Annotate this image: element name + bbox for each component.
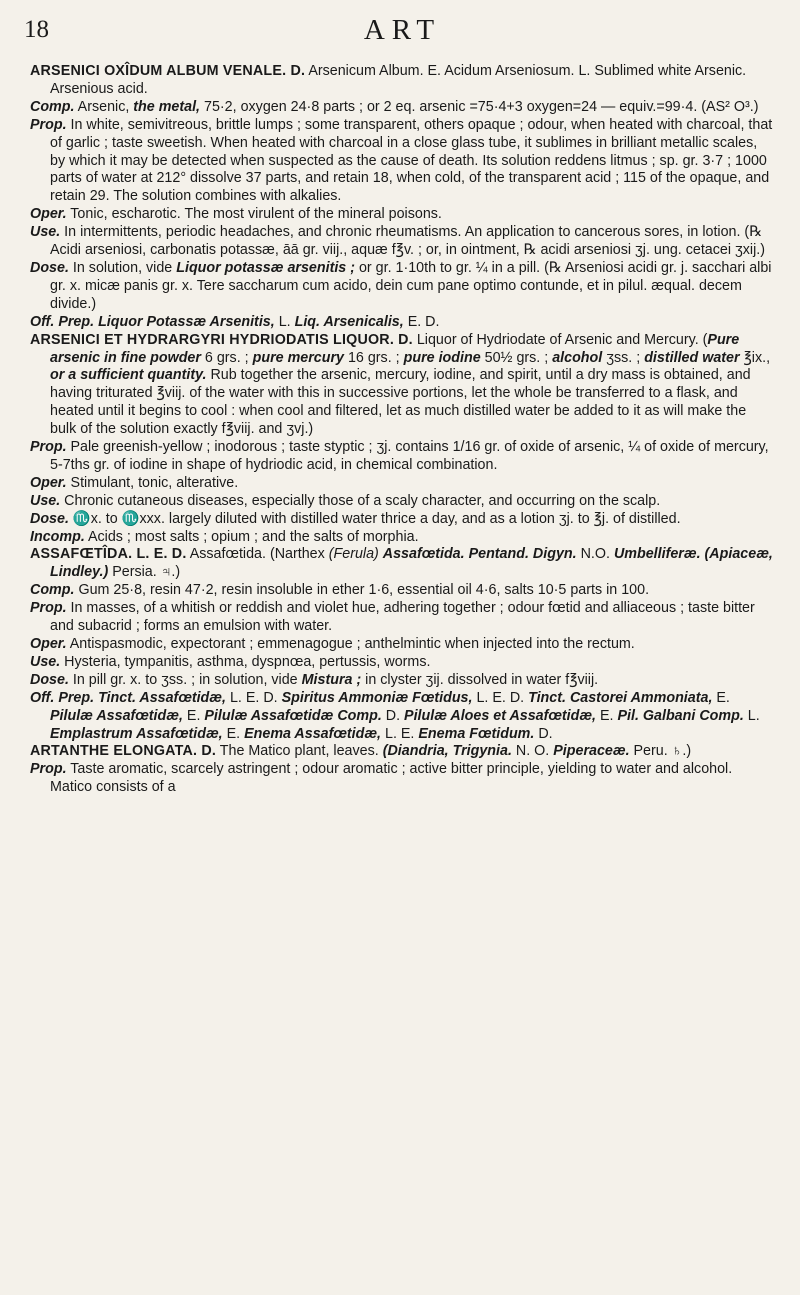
text-run: In intermittents, periodic headaches, and chronic rheumatisms. An application to cancerous sores, in lotion. (℞ Acidi arseniosi, carbonatis potassæ, āā gr. viij., aquæ f℥v. ; or, in ointment, ℞ acidi arseniosi ʒj. ung. cetacei ʒxij.) (50, 224, 766, 259)
text-run: Umbelliferæ. (613, 546, 701, 563)
section-label: Oper. (30, 474, 67, 491)
section-label: Comp. (30, 582, 75, 599)
text-run: Hysteria, tympanitis, asthma, dyspnœa, pertussis, worms. (60, 653, 431, 670)
text-run: N. O. (511, 743, 554, 760)
text-run: Assafœtida. (Narthex (186, 546, 329, 563)
headword: ARSENICI ET HYDRARGYRI HYDRIODATIS LIQUOR. D. (30, 331, 413, 348)
text-run: L. E. D. (472, 689, 529, 706)
dictionary-entry (30, 546, 775, 743)
entry-paragraph (30, 224, 775, 260)
section-label: Use. (30, 653, 61, 670)
text-run: ʒss. ; (602, 349, 645, 366)
text-run: Taste aromatic, scarcely astringent ; odour aromatic ; active bitter principle, yielding to water and alcohol. Matico consists of a (50, 761, 733, 796)
section-label: Incomp. (30, 528, 85, 545)
page-title: ART (363, 14, 442, 46)
text-run: ♏x. to ♏xxx. largely diluted with distilled water thrice a day, and as a lotion ʒj. to ℥j. of distilled. (68, 510, 681, 527)
text-run: L. (274, 313, 295, 330)
entry-heading-paragraph (30, 546, 775, 582)
section-label: Prop. (30, 116, 67, 133)
entry-paragraph (30, 761, 775, 797)
section-label: Comp. (30, 98, 75, 115)
text-run: E. (712, 689, 730, 706)
entry-paragraph (30, 439, 775, 475)
section-label: Use. (30, 224, 61, 241)
dictionary-entry (30, 332, 775, 547)
entry-paragraph (30, 690, 775, 744)
section-label: Dose. (30, 510, 69, 527)
text-run: Piperaceæ. (553, 743, 630, 760)
text-run: E. D. (403, 313, 440, 330)
entry-heading-paragraph (30, 332, 775, 439)
dictionary-entry (30, 743, 775, 797)
text-run: 16 grs. ; (344, 349, 404, 366)
text-run: pure mercury (252, 349, 344, 366)
text-run: 75·2, oxygen 24·8 parts ; or 2 eq. arsenic =75·4+3 oxygen=24 — equiv.=99·4. (AS² O³.) (200, 98, 759, 115)
text-run: Emplastrum Assafœtidæ, (50, 725, 223, 742)
entry-paragraph (30, 475, 775, 493)
text-run: In solution, vide (68, 259, 177, 276)
section-label: Dose. (30, 259, 69, 276)
text-run: Pale greenish-yellow ; inodorous ; taste styptic ; ʒj. contains 1/16 gr. of oxide of arsenic, ¼ of oxide of mercury, 5-7ths gr. of iodine in shape of hydriodic acid, in chemical combination. (50, 439, 769, 473)
section-label: Off. Prep. (30, 313, 95, 330)
text-run: distilled water (644, 349, 740, 366)
running-header (20, 0, 785, 56)
entry-heading-paragraph (30, 743, 775, 761)
text-run: Mistura ; (301, 671, 362, 688)
text-run: Tinct. Castorei Ammoniata, (528, 689, 713, 706)
entry-paragraph (30, 493, 775, 511)
book-page (20, 0, 785, 1295)
entry-paragraph (30, 206, 775, 224)
text-run: Spiritus Ammoniæ Fœtidus, (281, 689, 473, 706)
entry-paragraph (30, 582, 775, 600)
entry-paragraph (30, 511, 775, 529)
entry-paragraph (30, 600, 775, 636)
text-run: ℥ix., (739, 349, 771, 366)
text-run: Pil. Galbani Comp. (617, 707, 744, 724)
text-run: the metal, (133, 98, 201, 115)
text-run: (Diandria, Trigynia. (382, 743, 512, 760)
text-run: D. (534, 725, 553, 742)
text-run: E. (222, 725, 245, 742)
text-run: E. (596, 707, 618, 724)
section-label: Prop. (30, 600, 67, 617)
entry-paragraph (30, 529, 775, 547)
text-run: Liquor Potassæ Arsenitis, (98, 313, 275, 330)
text-run: Liquor of Hydriodate of Arsenic and Mercury. ( (412, 331, 708, 348)
text-run: Enema Fœtidum. (418, 725, 535, 742)
section-label: Prop. (30, 439, 67, 456)
text-run: 50½ grs. ; (480, 349, 553, 366)
text-run: or gr. 1·10th to gr. ¼ in a pill. (℞ Arseniosi acidi gr. j. sacchari albi gr. x. micæ panis gr. x. Tere saccharum cum acido, dein cum pane optimo contunde, et in pilul. æqual. decem divide.) (50, 259, 772, 312)
text-run: In pill gr. x. to ʒss. ; in solution, vide (68, 671, 302, 688)
text-run: L. E. D. (225, 689, 282, 706)
entry-paragraph (30, 99, 775, 117)
text-run: Arsenicum Album. E. Acidum Arseniosum. L. Sublimed white Arsenic. Arsenious acid. (50, 63, 747, 97)
text-run: alcohol (552, 349, 603, 366)
text-run: 6 grs. ; (200, 349, 253, 366)
headword: ASSAFŒTÎDA. L. E. D. (30, 546, 187, 563)
section-label: Prop. (30, 761, 67, 778)
text-run: Arsenic, (74, 98, 134, 115)
text-run: Acids ; most salts ; opium ; and the salts of morphia. (84, 528, 419, 545)
text-run: Peru. ♄.) (629, 743, 692, 760)
text-run: In white, semivitreous, brittle lumps ; some transparent, others opaque ; odour, when heated with charcoal, that of garlic ; taste sweetish. When heated with charcoal in a close glass tube, it sublimes in brilliant metallic scales, by which it may be detected when suspected as the cause of death. Its solution reddens litmus ; sp. gr. 3·7 ; 1000 parts of water at 212° dissolve 37 parts, and retain 18, when cold, of the transparent acid ; 115 of the opaque, and retain 29. The solution combines with alkalies. (50, 116, 773, 205)
text-run: Pilulæ Assafœtidæ Comp. (204, 707, 382, 724)
section-label: Use. (30, 492, 61, 509)
text-run: Assafœtida. Pentand. Digyn. (382, 546, 577, 563)
text-run: L. E. (381, 725, 419, 742)
text-run: N.O. (576, 546, 614, 563)
section-label: Dose. (30, 671, 69, 688)
entry-paragraph (30, 314, 775, 332)
text-run: Stimulant, tonic, alterative. (66, 474, 239, 491)
headword: ARTANTHE ELONGATA. D. (30, 743, 217, 760)
entry-heading-paragraph (30, 63, 775, 99)
text-run: (Apiaceæ, Lindley.) (50, 546, 773, 581)
entry-paragraph (30, 654, 775, 672)
section-label: Off. Prep. (30, 689, 95, 706)
text-run: D. (381, 707, 405, 724)
text-run: pure iodine (403, 349, 481, 366)
entry-paragraph (30, 260, 775, 314)
text-run: Persia. ♃.) (108, 564, 181, 581)
text-run: Enema Assafœtidæ, (244, 725, 382, 742)
text-run: Tonic, escharotic. The most virulent of the mineral poisons. (66, 206, 442, 223)
text-run: (Ferula) (328, 546, 379, 563)
text-run: E. (182, 707, 205, 724)
dictionary-body (30, 63, 775, 797)
entry-paragraph (30, 672, 775, 690)
text-run: Antispasmodic, expectorant ; emmenagogue ; anthelmintic when injected into the rectum. (66, 636, 635, 652)
text-run: Pilulæ Aloes et Assafœtidæ, (404, 707, 597, 724)
text-run: in clyster ʒij. dissolved in water f℥viij. (361, 671, 599, 688)
text-run: Liq. Arsenicalis, (294, 313, 404, 330)
text-run: Chronic cutaneous diseases, especially those of a scaly character, and occurring on the scalp. (60, 492, 661, 509)
text-run: Gum 25·8, resin 47·2, resin insoluble in ether 1·6, essential oil 4·6, salts 10·5 parts in 100. (74, 582, 650, 599)
headword: ARSENICI OXÎDUM ALBUM VENALE. D. (30, 63, 306, 79)
page-number: 18 (24, 16, 49, 43)
section-label: Oper. (30, 636, 67, 652)
text-run: Pilulæ Assafœtidæ, (50, 707, 183, 724)
section-label: Oper. (30, 206, 67, 223)
text-run: Liquor potassæ arsenitis ; (176, 259, 355, 276)
text-run: or a sufficient quantity. (50, 367, 207, 384)
entry-paragraph (30, 117, 775, 207)
text-run: L. (743, 707, 760, 724)
text-run: Pure arsenic in fine powder (50, 331, 740, 366)
entry-paragraph (30, 636, 775, 654)
dictionary-entry (30, 63, 775, 332)
text-run: The Matico plant, leaves. (216, 743, 383, 760)
text-run: Rub together the arsenic, mercury, iodine, and spirit, until a dry mass is obtained, and having triturated ℥viij. of the water with this in successive portions, let the whole be transferred to a flask, and heated until it begins to cool : when cool and filtered, let as much distilled water be added to it as will make the bulk of the solution exactly f℥viij. and ʒvj.) (50, 367, 751, 438)
text-run: In masses, of a whitish or reddish and violet hue, adhering together ; odour fœtid and alliaceous ; taste bitter and subacrid ; forms an emulsion with water. (50, 600, 755, 635)
text-run: Tinct. Assafœtidæ, (98, 689, 226, 706)
